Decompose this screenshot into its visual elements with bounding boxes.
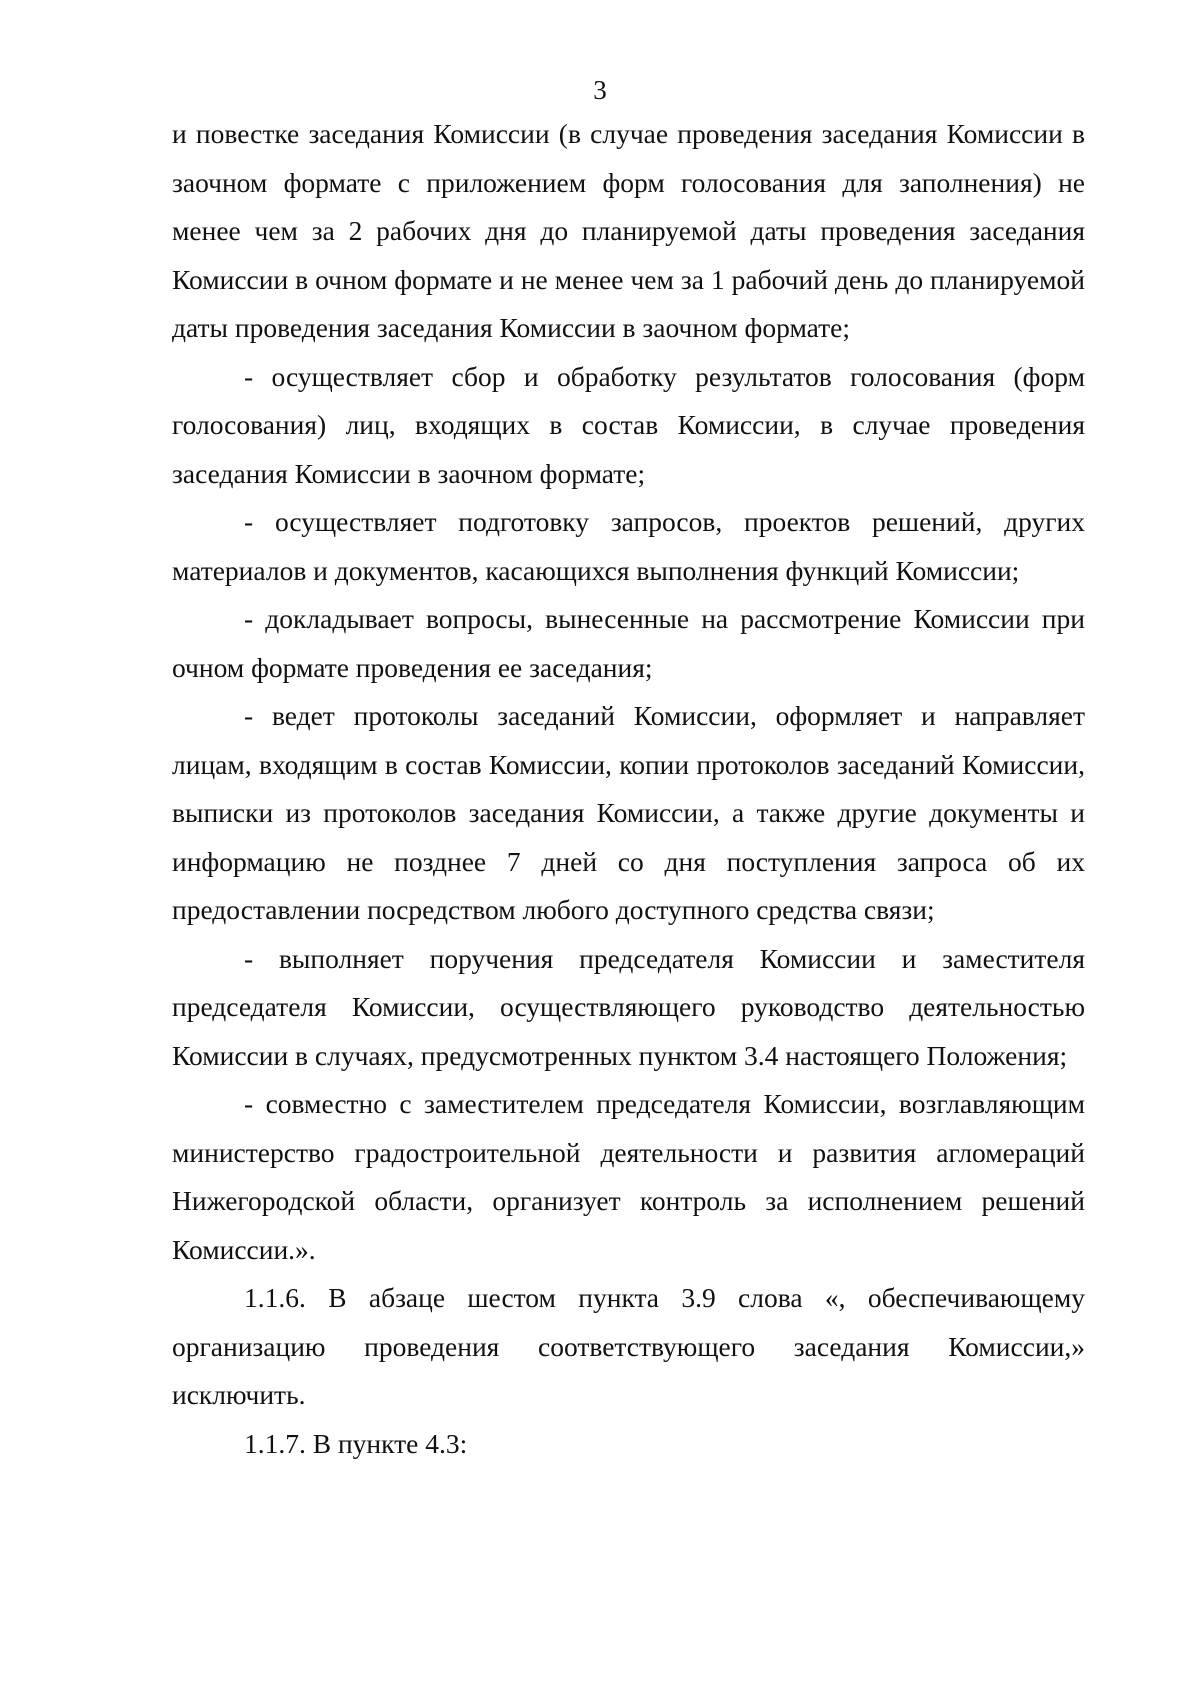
- paragraph-control: - совместно с заместителем председателя Комиссии, возглавляющим министерство градостроительной деятельности и развития агломераций Нижегородской области, организует контроль за исполнением решений Комиссии.».: [172, 1088, 1085, 1265]
- document-body: [172, 110, 1085, 1468]
- paragraph-minutes: - ведет протоколы заседаний Комиссии, оформляет и направляет лицам, входящим в состав Комиссии, копии протоколов заседаний Комиссии, выписки из протоколов заседания Комиссии, а также другие документы и информацию не позднее 7 дней со дня поступления запроса об их предоставлении посредством любого доступного средства связи;: [172, 700, 1085, 925]
- paragraph-voting-collection: - осуществляет сбор и обработку результатов голосования (форм голосования) лиц, входящих в состав Комиссии, в случае проведения заседания Комиссии в заочном формате;: [172, 360, 1085, 489]
- paragraph-preparation: - осуществляет подготовку запросов, проектов решений, других материалов и документов, касающихся выполнения функций Комиссии;: [172, 506, 1085, 586]
- paragraph-instructions: - выполняет поручения председателя Комиссии и заместителя председателя Комиссии, осуществляющего руководство деятельностью Комиссии в случаях, предусмотренных пунктом 3.4 настоящего Положения;: [172, 942, 1085, 1071]
- paragraph-clause-1-1-6: 1.1.6. В абзаце шестом пункта 3.9 слова «, обеспечивающему организацию проведения соответствующего заседания Комиссии,» исключить.: [172, 1282, 1085, 1410]
- page-number: 3: [593, 75, 607, 105]
- paragraph-reports: - докладывает вопросы, вынесенные на рассмотрение Комиссии при очном формате проведения ее заседания;: [172, 603, 1085, 683]
- paragraph-clause-1-1-7: 1.1.7. В пункте 4.3:: [244, 1427, 468, 1459]
- paragraph-agenda-notice: и повестке заседания Комиссии (в случае проведения заседания Комиссии в заочном формате с приложением форм голосования для заполнения) не менее чем за 2 рабочих дня до планируемой даты проведения заседания Комиссии в очном формате и не менее чем за 1 рабочий день до планируемой даты проведения заседания Комиссии в заочном формате;: [172, 118, 1085, 343]
